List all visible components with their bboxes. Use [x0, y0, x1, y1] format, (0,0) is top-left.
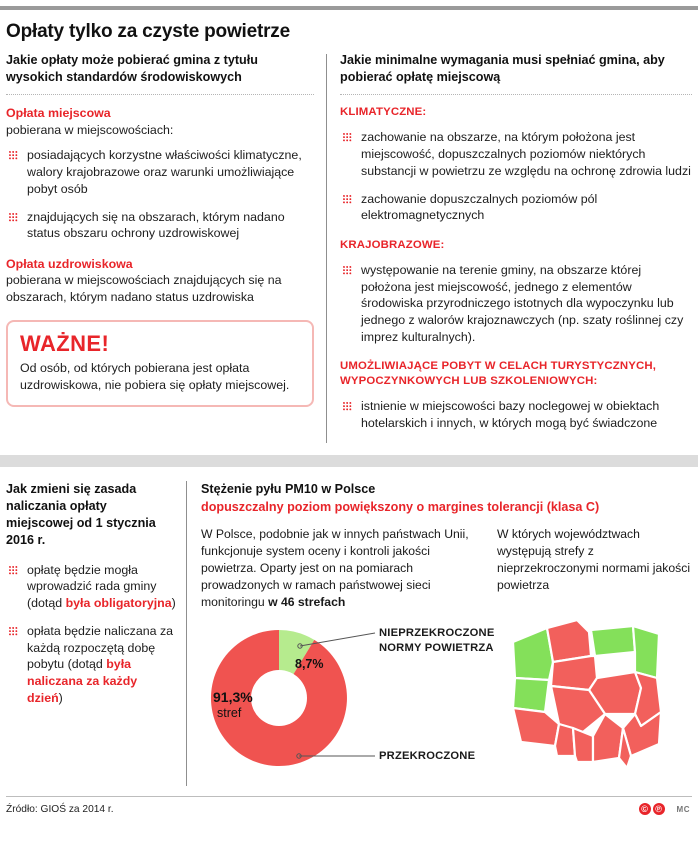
bullet-square-icon [9, 213, 18, 222]
list-item-label: istnienie w miejscowości bazy noclegowej w obiektach hotelarskich i innych, w których mogą być świadczone [361, 399, 660, 430]
right-column [327, 52, 692, 443]
left-column [6, 52, 326, 443]
poland-map-svg [501, 616, 671, 776]
region-red-w [513, 708, 559, 746]
pm10-paragraph [201, 526, 497, 610]
author-initials: MC [676, 804, 690, 814]
callout-label-przekroczone [379, 749, 499, 763]
list-item-label: posiadających korzystne właściwości klimatyczne, walory krajobrazowe oraz warunki umożliwiające pobyt osób [27, 148, 302, 196]
copyright-icon: © [639, 803, 651, 815]
list-item-text-post: ) [171, 596, 176, 611]
slice-value-primary-unit: stref [217, 706, 242, 721]
footer [0, 797, 698, 815]
list-item-label: zachowanie na obszarze, na którym położona jest miejscowość, dopuszczalnych poziomów niektórych substancji w powietrzu ze względu na ochronę zdrowia ludzi [361, 130, 691, 178]
footer-right [639, 803, 690, 815]
list-item-text-post: ) [58, 690, 63, 705]
region-green-ne [591, 626, 635, 656]
region-green-nee [633, 626, 659, 678]
list-item [6, 562, 176, 612]
bullet-square-icon [343, 195, 352, 204]
slice-value-primary: 91,3% [213, 689, 253, 706]
group-title: KRAJOBRAZOWE: [340, 238, 445, 251]
region-red-cn [551, 656, 597, 690]
poland-voivodeship-map [501, 616, 671, 781]
important-callout-box [6, 320, 314, 407]
bullet-square-icon [343, 402, 352, 411]
page-title: Opłaty tylko za czyste powietrze [6, 21, 290, 42]
bullet-square-icon [9, 151, 18, 160]
group-title: UMOŻLIWIAJĄCE POBYT W CELACH TURYSTYCZNYCH, WYPOCZYNKOWYCH LUB SZKOLENIOWYCH: [340, 360, 657, 388]
pm10-paragraph-emphasis: w 46 strefach [268, 594, 346, 609]
list-item-text-pre: opłatę będzie mogła wprowadzić rada gminy (dotąd [27, 562, 157, 611]
group-klimatyczne [340, 105, 692, 224]
list-item [340, 398, 692, 431]
section-oplata-miejscowa [6, 105, 314, 242]
section-title: Opłata uzdrowiskowa [6, 257, 133, 272]
pm10-subtitle: dopuszczalny poziom powiększony o margines tolerancji (klasa C) [201, 499, 600, 514]
lower-left-heading: Jak zmieni się zasada naliczania opłaty miejscowej od 1 stycznia 2016 r. [6, 481, 156, 547]
list-item [340, 129, 692, 179]
list-item-label: znajdujących się na obszarach, którym nadano status obszaru ochrony uzdrowiskowej [27, 209, 285, 241]
infographic-page [0, 6, 698, 850]
slice-value-secondary: 8,7% [295, 657, 324, 672]
upper-columns [0, 52, 698, 443]
callout-label-nieprzekroczone [379, 626, 499, 655]
group-bullet-list [340, 129, 692, 224]
bullet-square-icon [9, 627, 18, 636]
group-turystyczne [340, 359, 692, 431]
pm10-paragraph-text: W Polsce, podobnie jak w innych państwach Unii, funkcjonuje system oceny i kontroli jakości powietrza. Oparty jest on na pomiarach prowadzonych w ramach państwowej sieci monitoringu [201, 527, 469, 609]
list-item-emphasis: była naliczana za każdy dzień [27, 657, 138, 705]
source-note: Źródło: GIOŚ za 2014 r. [6, 803, 114, 815]
group-bullet-list [340, 262, 692, 346]
group-title: KLIMATYCZNE: [340, 106, 427, 119]
list-item [6, 623, 176, 707]
list-item-label: zachowanie dopuszczalnych poziomów pól elektromagnetycznych [361, 191, 598, 223]
list-item-label [27, 562, 176, 612]
list-item [340, 191, 692, 224]
left-column-heading: Jakie opłaty może pobierać gmina z tytułu wysokich standardów środowiskowych [6, 53, 258, 84]
callout-label-text: NIEPRZEKROCZONE NORMY POWIETRZA [379, 627, 495, 654]
phonogram-icon: ℗ [653, 803, 665, 815]
section-bullet-list [6, 147, 314, 242]
pm10-visualizations [201, 616, 692, 786]
list-item [6, 209, 314, 242]
region-green-nw [513, 628, 553, 680]
lower-section [0, 467, 698, 787]
map-caption: W których województwach występują strefy z nieprzekroczonymi normami jakości powietrza [497, 527, 691, 592]
lower-left-column [6, 481, 186, 787]
list-item [6, 147, 314, 197]
pm10-section [187, 481, 692, 787]
group-krajobrazowe [340, 238, 692, 346]
section-lead: pobierana w miejscowościach znajdujących się na obszarach, którym nadano status uzdrowiska [6, 273, 282, 305]
section-lead: pobierana w miejscowościach: [6, 122, 174, 137]
right-column-heading: Jakie minimalne wymagania musi spełniać gmina, aby pobierać opłatę miejscową [340, 53, 665, 84]
callout-label-text: PRZEKROCZONE [379, 750, 476, 763]
bullet-square-icon [9, 566, 18, 575]
map-regions [513, 620, 661, 768]
bullet-square-icon [343, 266, 352, 275]
lower-left-bullet-list [6, 562, 176, 707]
list-item-label: występowanie na terenie gminy, na obszarze której położona jest miejscowość, jednego z elementów środowiska przyrodniczego istotnych dla wypoczynku lub jednego z walorów krajoznawczych (np. szaty roślinnej czy imprez kulturalnych). [361, 262, 684, 344]
section-title: Opłata miejscowa [6, 106, 111, 121]
list-item-text-pre: opłata będzie naliczana za każdą rozpoczętą dobę pobytu (dotąd [27, 623, 174, 672]
list-item-emphasis: była obligatoryjna [65, 596, 172, 611]
region-red-sl [573, 728, 593, 762]
region-green-w [513, 678, 549, 712]
list-item-label [27, 623, 176, 707]
donut-chart [201, 620, 501, 785]
important-text: Od osób, od których pobierana jest opłata uzdrowiskowa, nie pobiera się opłaty miejscowej. [20, 360, 290, 392]
section-oplata-uzdrowiskowa [6, 256, 314, 306]
rights-marks [639, 803, 665, 815]
important-label: WAŻNE! [20, 330, 110, 356]
pm10-text-columns [201, 526, 692, 610]
donut-hole [251, 670, 307, 726]
region-red-n [547, 620, 591, 662]
pm10-title: Stężenie pyłu PM10 w Polsce [201, 481, 376, 496]
bullet-square-icon [343, 133, 352, 142]
right-column-dotted-rule [340, 94, 692, 95]
list-item [340, 262, 692, 346]
group-bullet-list [340, 398, 692, 431]
section-separator-band [0, 455, 698, 467]
left-column-dotted-rule [6, 94, 314, 95]
